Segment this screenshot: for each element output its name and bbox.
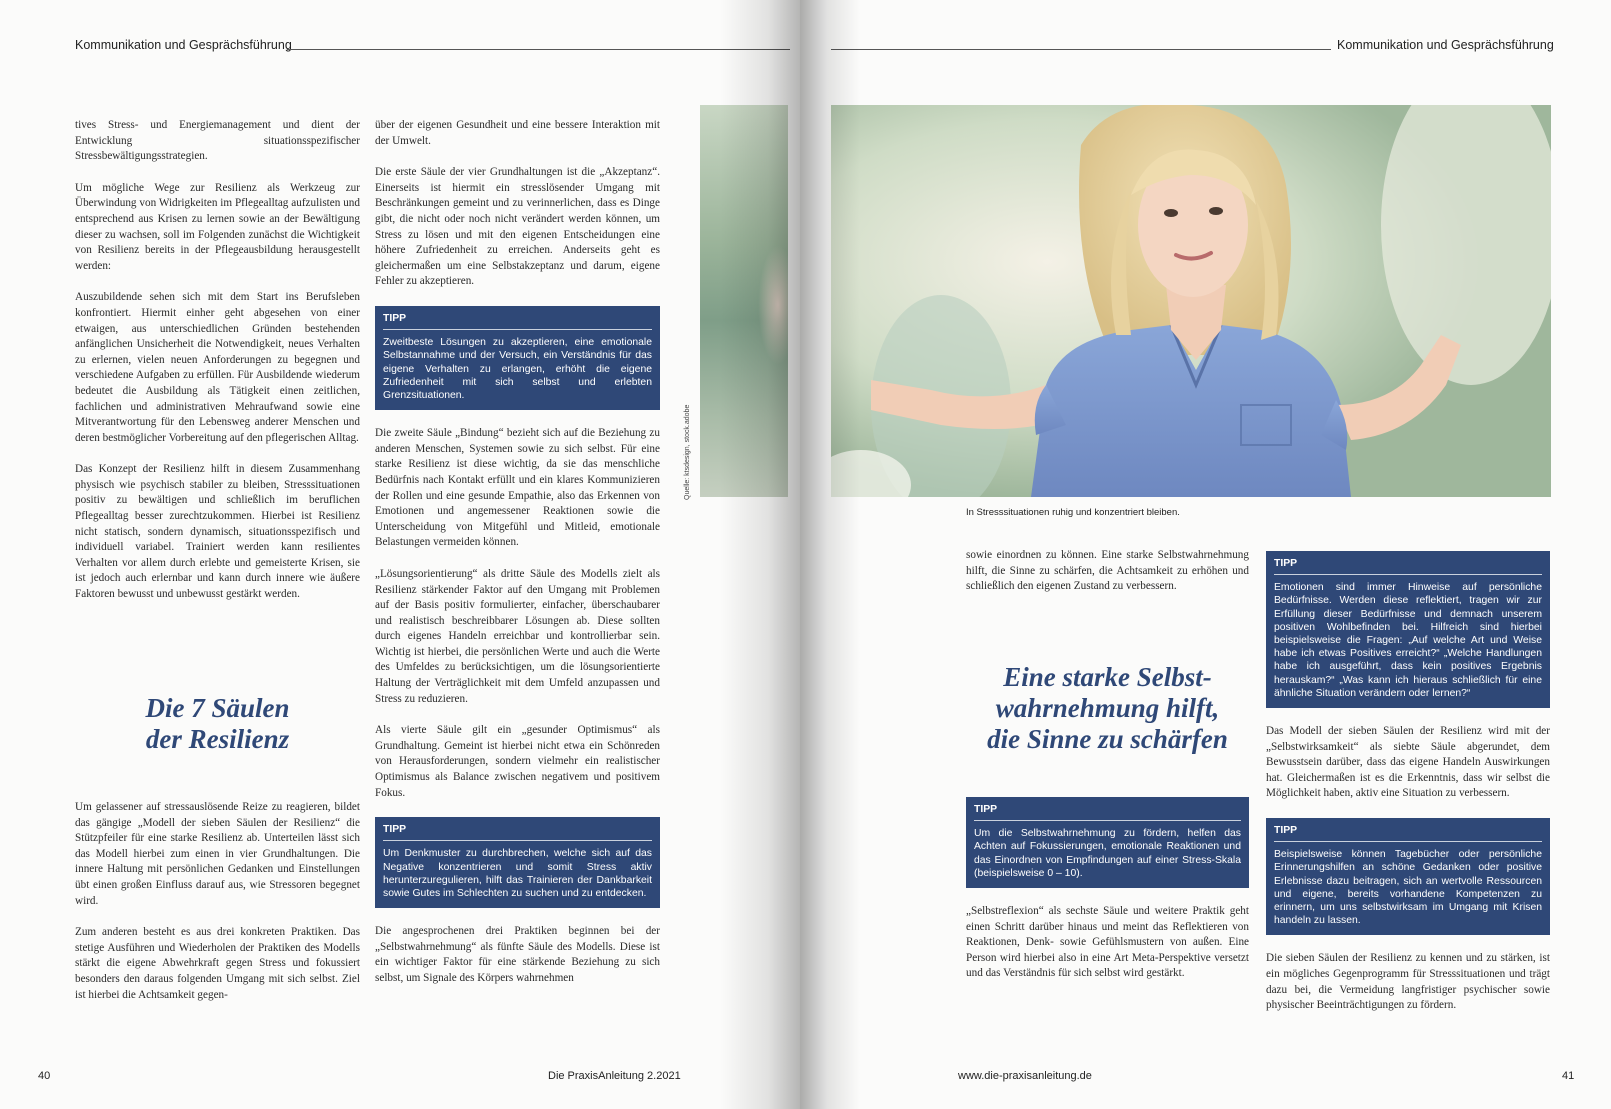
headline-line: wahrnehmung hilft, [995,693,1220,723]
page-number-right: 41 [1562,1070,1575,1082]
paragraph: Das Modell der sieben Säulen der Resilienz wird mit der „Selbstwirksamkeit“ als siebte Säule abgerundet, dem Bewusstsein darüber, dass das eigene Handeln Auswirkungen hat. Gleichermaßen ist es die Erkenntnis, dass wir selbst die Möglichkeit haben, aktiv eine Situation zu verbessern. [1266,725,1550,800]
tip-text: Um Denkmuster zu durchbrechen, welche sich auf das Negative konzentrieren und somit Stress aktiv herunterzuregulieren, hilft das Trainieren der Dankbarkeit sowie Gutes im Schlechten zu suchen und zu entdecken. [383,848,652,900]
photo-caption: In Stresssituationen ruhig und konzentriert bleiben. [966,507,1180,518]
tip-divider [974,820,1241,821]
tip-label: TIPP [1274,825,1298,836]
paragraph: Als vierte Säule gilt ein „gesunder Optimismus“ als Grundhaltung. Gemeint ist hierbei nicht etwa ein Schönreden von Herausforderungen, sondern vielmehr ein realistischer Optimismus als Balance zwischen negativem und positivem Fokus. [375,724,660,799]
paragraph: sowie einordnen zu können. Eine starke Selbstwahrnehmung hilft, die Sinne zu schärfen, die Achtsamkeit zu erhöhen und schließlich den eigenen Zustand zu verbessern. [966,549,1249,593]
tip-divider [1274,574,1542,575]
headline-line: Die 7 Säulen [145,693,290,723]
paragraph: Um gelassener auf stressauslösende Reize zu reagieren, bildet das gängige „Modell der sieben Säulen der Resilienz“ die Stützpfeiler für eine starke Resilienz ab. Unterteilen lässt sich das Modell hierbei zum einen in vier Grundhaltungen. Die innere Haltung mit persönlichen Gedanken und Einstellungen übt einen großen Einfluss darauf aus, wie Stressoren begegnet wird. [75,801,360,907]
running-head-left: Kommunikation und Gesprächsführung [75,38,292,52]
right-column-1 [966,548,1249,611]
paragraph: „Lösungsorientierung“ als dritte Säule des Modells zielt als Resilienz stärkender Faktor auf den Umgang mit Problemen auf der Basis positiv formulierter, einfacher, überschaubarer und realistisch beschreibbarer Lösungen ab. Diese sollten durch eigenes Handeln erreichbar und kontrollierbar sein. Wichtig ist hierbei, die persönlichen Werte und auch die Werte des Umfeldes zu berücksichtigen, um die lösungsorientierte Haltung der Verträglichkeit mit dem Umfeld anzupassen und Stress zu reduzieren. [375,567,660,705]
headline-line: der Resilienz [145,724,290,754]
tip-box [966,797,1249,888]
running-head-right: Kommunikation und Gesprächsführung [1337,38,1554,52]
tip-box [375,306,660,410]
paragraph: Um mögliche Wege zur Resilienz als Werkzeug zur Überwindung von Widrigkeiten im Pflegealltag aufzulisten und entsprechend aus Krisen zu lernen sowie an der Bewältigung dieser zu wachsen, soll im Folgenden zunächst die Wichtigkeit von Resilienz bereits in der Pflegeausbildung herausgestellt werden: [75,181,360,272]
paragraph: über der eigenen Gesundheit und eine bessere Interaktion mit der Umwelt. [375,119,660,147]
nurse-illustration [831,105,1551,497]
tip-divider [383,329,652,330]
paragraph: „Selbstreflexion“ als sechste Säule und weitere Praktik geht einen Schritt darüber hinaus und meint das Reflektieren von Reaktionen, Denk- sowie Gefühlsmustern von außen. Eine Person wird hierbei also in eine Art Meta-Perspektive versetzt und das Verständnis für sich selbst wird gestärkt. [966,905,1249,980]
footer-url: www.die-praxisanleitung.de [958,1070,1092,1082]
left-column-2 [375,118,660,1003]
tip-box [1266,551,1550,708]
header-rule-left [287,49,790,50]
paragraph: tives Stress- und Energiemanagement und dient der Entwicklung situationsspezifischer Stressbewältigungsstrategien. [75,119,360,163]
headline-line: Eine starke Selbst- [1003,662,1212,692]
photo-strip-left [700,105,788,497]
paragraph: Die erste Säule der vier Grundhaltungen ist die „Akzeptanz“. Einerseits ist hiermit ein stresslösender Umgang mit Beschränkungen gemeint und zu verinnerlichen, dass es Dinge gibt, die nicht oder noch nicht verändert werden können, um Stress zu lösen und mit den eigenen Entscheidungen eine höhere Zufriedenheit zu erreichen. Anderseits geht es gleichermaßen um eine Selbstakzeptanz und darum, eigene Fehler zu akzeptieren. [375,166,660,288]
paragraph: Das Konzept der Resilienz hilft in diesem Zusammenhang physisch wie psychisch stabiler zu bleiben, Stresssituationen positiv zu bewältigen und schließlich im beruflichen Pflegealltag besser zurechtzukommen. Hierbei ist Resilienz nicht statisch, sondern dynamisch, situationsspezifisch und individuell variabel. Trainiert werden kann resilientes Verhalten vor allem durch erlebte und gemeisterte Krisen, sie ist jedoch auch erlernbar und kann durch innere wie äußere Faktoren bewusst und unbewusst gestärkt werden. [75,463,360,601]
tip-label: TIPP [1274,558,1298,569]
right-page [800,0,1611,1109]
left-column-1 [75,118,360,619]
paragraph: Auszubildende sehen sich mit dem Start ins Berufsleben konfrontiert. Hiermit einher geht abgesehen von einer etwaigen, aus unterschiedlichen Gründen bestehenden anfänglichen Unsicherheit die Notwendigkeit, neues Verhalten zu erlernen, vielen neuen Anforderungen zu begegnen und verschiedene Aufgaben zu erfüllen. Für Ausbildende wiederum bedeutet die Ausbildung als Tätigkeit einen zeitlichen, fachlichen und administrativen Mehraufwand sowie eine Mitverantwortung für den Lebensweg anderer Menschen und deren bestmöglicher Vorbereitung auf den pflegerischen Alltag. [75,291,360,444]
tip-divider [383,840,652,841]
paragraph: Zum anderen besteht es aus drei konkreten Praktiken. Das stetige Ausführen und Wiederholen der Praktiken des Modells stärkt die eigene Abwehrkraft gegen Stress und fokussiert besonders den daraus folgenden Umgang mit sich selbst. Ziel ist hierbei die Achtsamkeit gegen- [75,926,360,1001]
tip-box [375,817,660,908]
nurse-photo [831,105,1551,497]
headline-7-saeulen [75,693,360,755]
tip-divider [1274,841,1542,842]
paragraph: Die sieben Säulen der Resilienz zu kennen und zu stärken, ist ein mögliches Gegenprogramm für Stresssituationen und trägt dazu bei, die Vermeidung langfristiger psychischer sowie physischer Beeinträchtigungen zu fördern. [1266,952,1550,1012]
tip-text: Zweitbeste Lösungen zu akzeptieren, eine emotionale Selbstannahme und der Versuch, ein Verständnis für das eigene Verhalten zu erlangen, erhöht die eigene Zufriedenheit mit sich selbst und erlebten Grenzsituationen. [383,337,652,401]
tip-text: Beispielsweise können Tagebücher oder persönliche Erinnerungshilfen an schöne Gedanken oder positive Erlebnisse dazu beitragen, sich an wertvolle Ressourcen und eigene, bereits vorhandene Kompetenzen zu erinnern, um uns selbstwirksam im Umgang mit Krisen handeln zu lassen. [1274,849,1542,927]
tip-label: TIPP [974,804,998,815]
photo-credit-text: Quelle: ktsdesign, stock.adobe [684,404,691,500]
tip-label: TIPP [383,312,407,324]
paragraph: Die zweite Säule „Bindung“ bezieht sich auf die Beziehung zu anderen Menschen, Systemen sowie zu sich selbst. Für eine starke Resilienz ist diese wichtig, da sie das menschliche Bedürfnis nach Kontakt erfüllt und ein klares Kommunizieren der Rollen und eine gesunde Empathie, also das Erkennen von Emotionen und angemessener Reaktionen sowie die Unterscheidung von Mitgefühl und Mitleid, emotionale Belastungen vermeiden können. [375,427,660,549]
headline-line: die Sinne zu schärfen [987,724,1228,754]
left-page [0,0,800,1109]
page-number-left: 40 [38,1070,51,1082]
headline-selbstwahrnehmung [966,662,1249,755]
right-column-1-lower [966,797,1249,998]
photo-credit [684,400,698,500]
tip-text: Um die Selbstwahrnehmung zu fördern, helfen das Achten auf Fokussierungen, emotionale Reaktionen und das Einordnen von Empfindungen auf einer Stress-Skala (beispielsweise 0 – 10). [974,828,1241,879]
footer-magazine: Die PraxisAnleitung 2.2021 [548,1070,681,1082]
header-rule-right [831,49,1331,50]
paragraph: Die angesprochenen drei Praktiken beginnen bei der „Selbstwahrnehmung“ als fünfte Säule des Modells. Diese ist ein wichtiger Faktor für eine stärkende Beziehung zu sich selbst, um Signale des Körpers wahrnehmen [375,925,660,985]
tip-text: Emotionen sind immer Hinweise auf persönliche Bedürfnisse. Werden diese reflektiert, tragen wir zur Erfüllung dieser Bedürfnisse und demnach unserem positiven Wohlbefinden bei. Hilfreich sind hierbei beispielsweise die Fragen: „Auf welche Art und Weise habe ich etwas Positives erreicht?“ „Welche Handlungen habe ich ausgeführt, dass kein positives Ergebnis herauskam?“ „Was kann ich hieraus schließlich für eine ähnliche Situation verändern oder lernen?“ [1274,582,1542,699]
right-column-2 [1266,551,1550,1030]
left-column-1-lower [75,800,360,1019]
tip-box [1266,818,1550,935]
tip-label: TIPP [383,824,407,836]
